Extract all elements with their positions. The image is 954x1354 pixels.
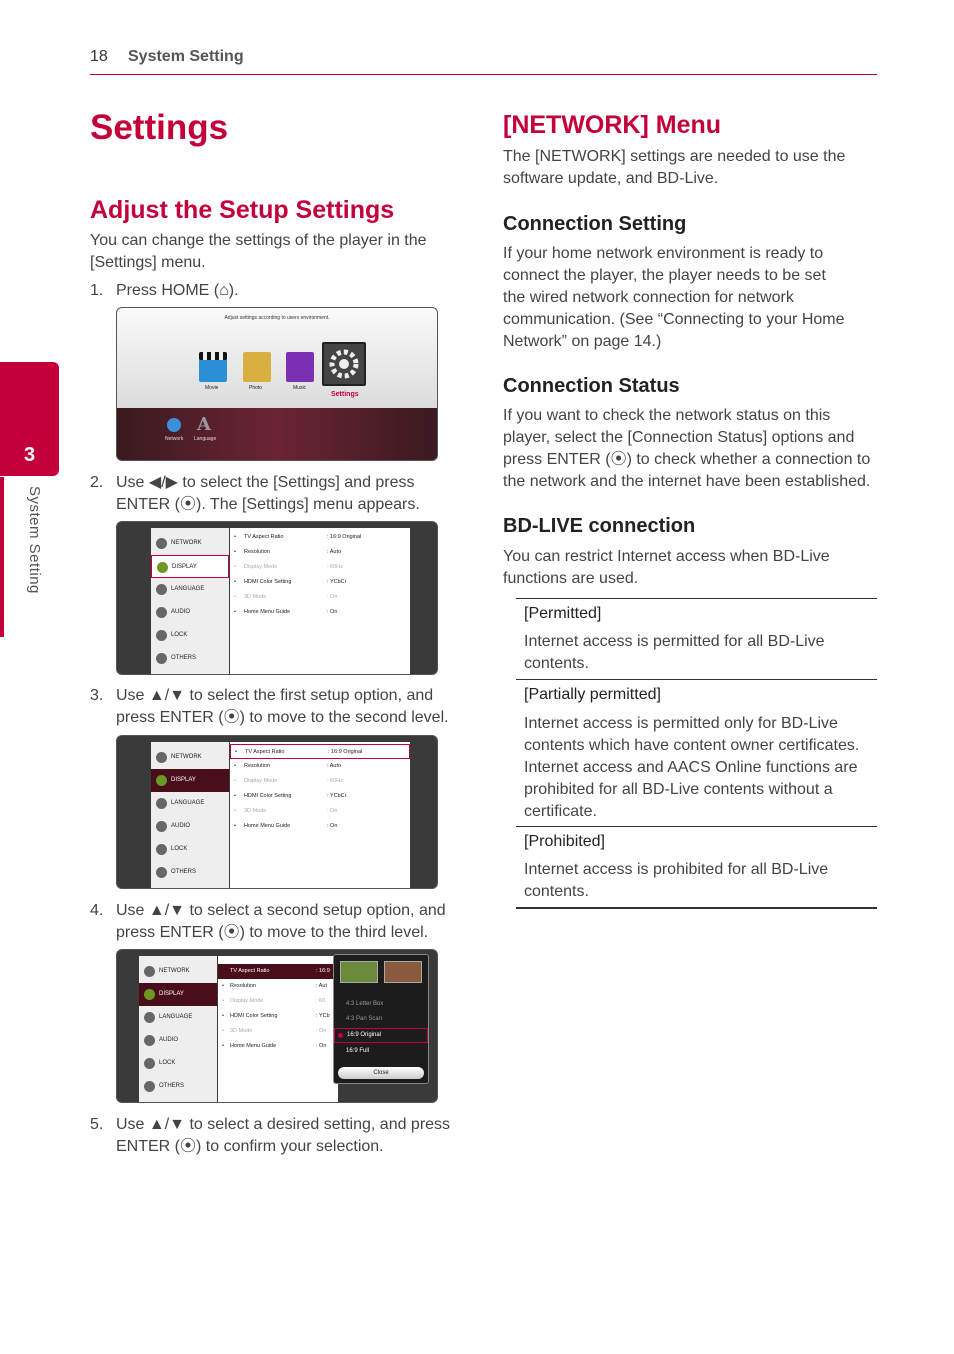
option-partially-permitted-text: Internet access is permitted only for BD-Live contents which have content owner certificates. Internet access and AACS Online functions are prohibited for all BD-Live contents without a certificate. xyxy=(524,715,860,820)
option-row: • HDMI Color Setting : YCbCr xyxy=(234,793,347,799)
option-permitted: [Permitted] xyxy=(524,605,602,622)
settings-menu-image-1 xyxy=(116,521,438,675)
settings-menu-image-3 xyxy=(116,949,438,1103)
menu-item-selected: DISPLAY xyxy=(151,769,229,792)
menu-item: NETWORK xyxy=(139,960,217,983)
chapter-label: System Setting xyxy=(26,486,43,594)
page-header xyxy=(90,48,877,75)
option-row: • 3D Mode : On xyxy=(222,1028,327,1034)
option-partially-permitted: [Partially permitted] xyxy=(524,686,661,703)
language-icon xyxy=(156,584,167,595)
connection-setting-heading: Connection Setting xyxy=(503,213,687,235)
option-prohibited: [Prohibited] xyxy=(524,833,605,850)
step-text: Use ▲/▼ to select a second setup option, and press ENTER (⦿) to move to the third level. xyxy=(116,902,446,941)
option-row: • Resolution : Auto xyxy=(234,763,342,769)
option-row-selected: • TV Aspect Ratio : 16:9 Original xyxy=(230,744,410,759)
network-intro: The [NETWORK] settings are needed to use the software update, and BD-Live. xyxy=(503,148,846,187)
step-number: 5. xyxy=(90,1116,104,1133)
connection-status-text: If you want to check the network status on this player, select the [Connection Status] options and press ENTER (⦿) to check whether a connection to the network and the internet have been established. xyxy=(503,407,871,490)
menu-item: NETWORK xyxy=(151,746,229,769)
connection-setting-text: If your home network environment is ready to connect the player, the player needs to be set the wired network connection for network communication. (See “Connecting to your Home Network” on page 14.) xyxy=(503,245,845,350)
audio-icon xyxy=(156,607,167,618)
network-icon xyxy=(156,752,167,763)
table-divider xyxy=(516,679,877,680)
menu-sidebar xyxy=(151,528,229,674)
menu-item: OTHERS xyxy=(151,861,229,884)
aspect-popup xyxy=(333,954,429,1084)
popup-option-selected: 16:9 Original xyxy=(334,1028,428,1043)
option-row: • Home Menu Guide : On xyxy=(234,823,338,829)
chapter-bar xyxy=(0,477,4,637)
app-label-settings: Settings xyxy=(331,391,359,398)
connection-status-heading: Connection Status xyxy=(503,375,680,397)
menu-item: AUDIO xyxy=(151,815,229,838)
option-prohibited-text: Internet access is prohibited for all BD-Live contents. xyxy=(524,861,829,900)
option-permitted-text: Internet access is permitted for all BD-Live contents. xyxy=(524,633,825,672)
option-row: • Display Mode : 60 xyxy=(222,998,326,1004)
page-title: Settings xyxy=(90,108,229,147)
menu-item: OTHERS xyxy=(139,1075,217,1098)
home-bottom-panel xyxy=(117,408,437,461)
language-icon xyxy=(156,798,167,809)
option-row: • HDMI Color Setting : YCbCr xyxy=(234,579,347,585)
network-menu-heading: [NETWORK] Menu xyxy=(503,111,722,139)
popup-option: 4:3 Pan Scan xyxy=(346,1016,383,1022)
menu-item-selected: DISPLAY xyxy=(151,555,229,578)
table-divider xyxy=(516,826,877,827)
app-label-movie: Movie xyxy=(205,385,219,391)
display-icon xyxy=(157,562,168,573)
lock-icon xyxy=(156,630,167,641)
menu-sidebar xyxy=(139,956,217,1102)
bottom-label-network: Network xyxy=(165,436,184,442)
radio-selected-icon xyxy=(338,1033,343,1038)
display-icon xyxy=(156,775,167,786)
step-text: Press HOME (⌂). xyxy=(116,282,239,299)
menu-sidebar xyxy=(151,742,229,888)
home-screen-image xyxy=(116,307,438,461)
menu-item: NETWORK xyxy=(151,532,229,555)
menu-item: LANGUAGE xyxy=(139,1006,217,1029)
network-globe-icon xyxy=(167,418,181,432)
clapper-icon xyxy=(199,352,227,360)
page-number: 18 xyxy=(90,48,108,65)
popup-option: 4:3 Letter Box xyxy=(346,1001,384,1007)
audio-icon xyxy=(156,821,167,832)
lock-icon xyxy=(156,844,167,855)
others-icon xyxy=(156,653,167,664)
bdlive-heading: BD-LIVE connection xyxy=(503,515,696,537)
step-number: 3. xyxy=(90,687,104,704)
music-icon xyxy=(286,352,314,382)
option-row: • Home Menu Guide : On xyxy=(234,609,338,615)
step-number: 4. xyxy=(90,902,104,919)
others-icon xyxy=(156,867,167,878)
option-row: • 3D Mode : On xyxy=(234,594,338,600)
app-label-music: Music xyxy=(293,385,307,391)
settings-menu-image-2 xyxy=(116,735,438,889)
network-icon xyxy=(156,538,167,549)
others-icon xyxy=(144,1081,155,1092)
language-icon xyxy=(144,1012,155,1023)
menu-item: LOCK xyxy=(139,1052,217,1075)
bdlive-text: You can restrict Internet access when BD-Live functions are used. xyxy=(503,548,830,587)
option-row: • Display Mode : 60Hz xyxy=(234,564,343,570)
photo-icon xyxy=(243,352,271,382)
chapter-tab xyxy=(0,362,59,476)
lock-icon xyxy=(144,1058,155,1069)
table-divider xyxy=(516,598,877,599)
menu-options xyxy=(230,528,410,674)
step-number: 1. xyxy=(90,282,104,299)
menu-item: OTHERS xyxy=(151,647,229,670)
option-row: • Resolution : Aut xyxy=(222,983,328,989)
app-label-photo: Photo xyxy=(249,385,263,391)
table-bottom-border xyxy=(516,907,877,909)
settings-gear-icon xyxy=(322,342,366,386)
close-button: Close xyxy=(338,1067,424,1079)
bottom-label-language: Language xyxy=(194,436,217,442)
adjust-intro: You can change the settings of the player in the [Settings] menu. xyxy=(90,232,427,271)
menu-item-selected: DISPLAY xyxy=(139,983,217,1006)
menu-item: LOCK xyxy=(151,624,229,647)
language-icon: A xyxy=(197,414,211,435)
section-title: System Setting xyxy=(128,48,244,65)
menu-item: AUDIO xyxy=(151,601,229,624)
audio-icon xyxy=(144,1035,155,1046)
adjust-setup-heading: Adjust the Setup Settings xyxy=(90,196,395,224)
menu-options xyxy=(230,742,410,888)
home-top-panel xyxy=(117,308,437,408)
menu-item: LOCK xyxy=(151,838,229,861)
option-row: • Home Menu Guide : On xyxy=(222,1043,327,1049)
preview-thumb-icon xyxy=(340,961,378,983)
chapter-number: 3 xyxy=(23,444,36,466)
option-row-selected: TV Aspect Ratio : 16:9 xyxy=(218,964,338,979)
menu-item: AUDIO xyxy=(139,1029,217,1052)
step-number: 2. xyxy=(90,474,104,491)
popup-option: 16:9 Full xyxy=(346,1048,370,1054)
option-row: • Display Mode : 60Hz xyxy=(234,778,343,784)
preview-thumb-icon xyxy=(384,961,422,983)
menu-options xyxy=(218,956,338,1102)
option-row: • 3D Mode : On xyxy=(234,808,338,814)
option-row: • Resolution : Auto xyxy=(234,549,342,555)
home-caption: Adjust settings according to users environment. xyxy=(224,315,330,321)
display-icon xyxy=(144,989,155,1000)
network-icon xyxy=(144,966,155,977)
menu-item: LANGUAGE xyxy=(151,792,229,815)
step-text: Use ▲/▼ to select the first setup option, and press ENTER (⦿) to move to the second level. xyxy=(116,687,449,726)
option-row: • TV Aspect Ratio : 16:9 Original xyxy=(234,534,362,540)
menu-item: LANGUAGE xyxy=(151,578,229,601)
option-row: • HDMI Color Setting : YCb xyxy=(222,1013,330,1019)
step-text: Use ▲/▼ to select a desired setting, and press ENTER (⦿) to confirm your selection. xyxy=(116,1116,451,1155)
step-text: Use ◀/▶ to select the [Settings] and press ENTER (⦿). The [Settings] menu appears. xyxy=(116,474,420,513)
